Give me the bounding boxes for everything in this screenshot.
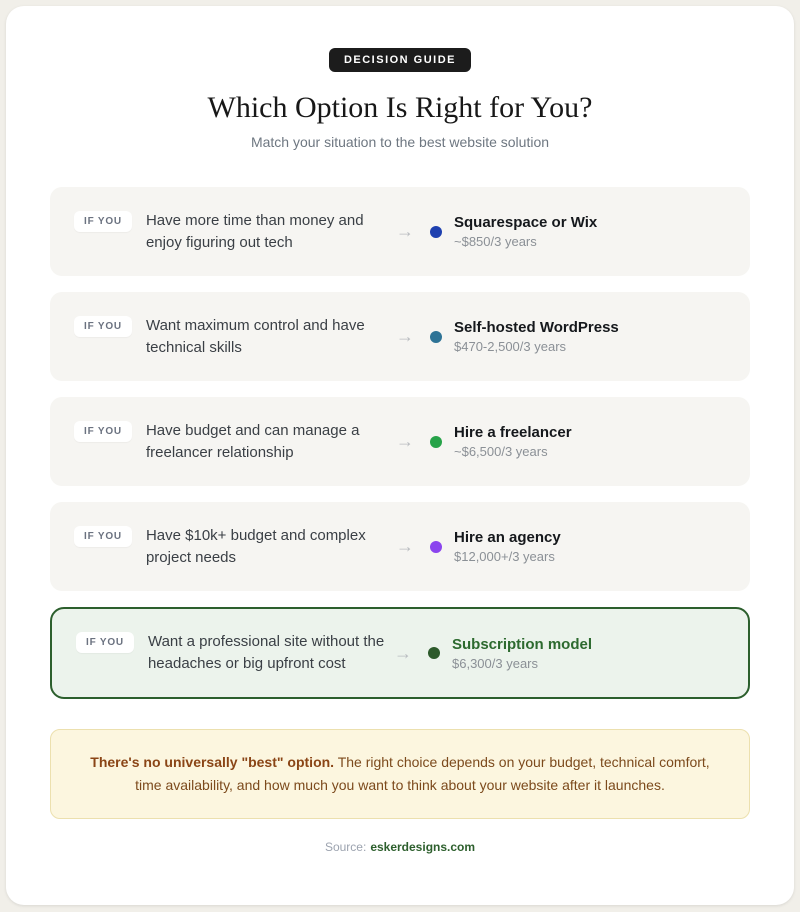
condition-text: Have more time than money and enjoy figuring out tech bbox=[145, 211, 364, 251]
option-name: Hire a freelancer bbox=[454, 424, 572, 441]
note-bold-text: There's no universally "best" option. bbox=[90, 754, 335, 770]
arrow-icon: → bbox=[394, 642, 412, 663]
condition-block bbox=[74, 210, 396, 254]
condition-block bbox=[74, 315, 396, 359]
option-dot-icon bbox=[430, 226, 442, 238]
option-price: $12,000+/3 years bbox=[454, 549, 555, 564]
note-text: The right choice depends on your budget, technical comfort, time availability, and how much you want to think about your website after it launches. bbox=[135, 754, 710, 794]
page-subtitle: Match your situation to the best website solution bbox=[250, 134, 550, 150]
condition-text: Have budget and can manage a freelancer relationship bbox=[145, 421, 360, 461]
option-name: Hire an agency bbox=[454, 529, 561, 546]
arrow-icon: → bbox=[396, 221, 414, 241]
decision-row bbox=[50, 397, 750, 486]
decision-guide-badge: DECISION GUIDE bbox=[329, 48, 471, 72]
option-dot-icon bbox=[428, 647, 440, 659]
option-price: ~$850/3 years bbox=[454, 234, 537, 249]
source-label: Source: bbox=[324, 840, 367, 855]
condition-block bbox=[74, 525, 396, 569]
option-name: Self-hosted WordPress bbox=[454, 319, 619, 336]
if-you-badge: IF YOU bbox=[74, 421, 132, 442]
result-block bbox=[428, 636, 724, 671]
decision-row bbox=[50, 292, 750, 381]
source-line bbox=[50, 840, 750, 854]
option-dot-icon bbox=[430, 331, 442, 343]
source-link[interactable]: eskerdesigns.com bbox=[370, 840, 476, 855]
if-you-badge: IF YOU bbox=[74, 526, 132, 547]
option-price: $6,300/3 years bbox=[452, 655, 539, 671]
option-price: ~$6,500/3 years bbox=[454, 444, 548, 459]
if-you-badge: IF YOU bbox=[74, 316, 132, 337]
condition-block bbox=[76, 631, 394, 675]
arrow-icon: → bbox=[396, 536, 414, 556]
decision-row bbox=[50, 187, 750, 276]
page-title: Which Option Is Right for You? bbox=[207, 91, 593, 124]
condition-text: Want a professional site without the headaches or big upfront cost bbox=[147, 633, 385, 672]
result-text bbox=[454, 424, 572, 459]
note-box bbox=[50, 729, 750, 819]
option-price: $470-2,500/3 years bbox=[454, 339, 567, 354]
option-dot-icon bbox=[430, 541, 442, 553]
option-name: Subscription model bbox=[452, 635, 593, 653]
result-text bbox=[454, 319, 619, 354]
result-block bbox=[430, 319, 726, 354]
option-dot-icon bbox=[430, 436, 442, 448]
if-you-badge: IF YOU bbox=[74, 211, 132, 232]
if-you-badge: IF YOU bbox=[76, 632, 134, 653]
result-block bbox=[430, 424, 726, 459]
condition-block bbox=[74, 420, 396, 464]
condition-text: Have $10k+ budget and complex project needs bbox=[145, 526, 366, 566]
arrow-icon: → bbox=[396, 326, 414, 346]
decision-guide-card bbox=[6, 6, 794, 905]
option-name: Squarespace or Wix bbox=[454, 214, 598, 231]
result-block bbox=[430, 529, 726, 564]
decision-rows bbox=[50, 187, 750, 699]
result-text bbox=[454, 529, 561, 564]
condition-text: Want maximum control and have technical skills bbox=[145, 316, 365, 356]
arrow-icon: → bbox=[396, 431, 414, 451]
result-block bbox=[430, 214, 726, 249]
decision-row bbox=[50, 502, 750, 591]
decision-row bbox=[50, 607, 750, 699]
result-text bbox=[454, 214, 597, 249]
result-text bbox=[452, 636, 592, 671]
